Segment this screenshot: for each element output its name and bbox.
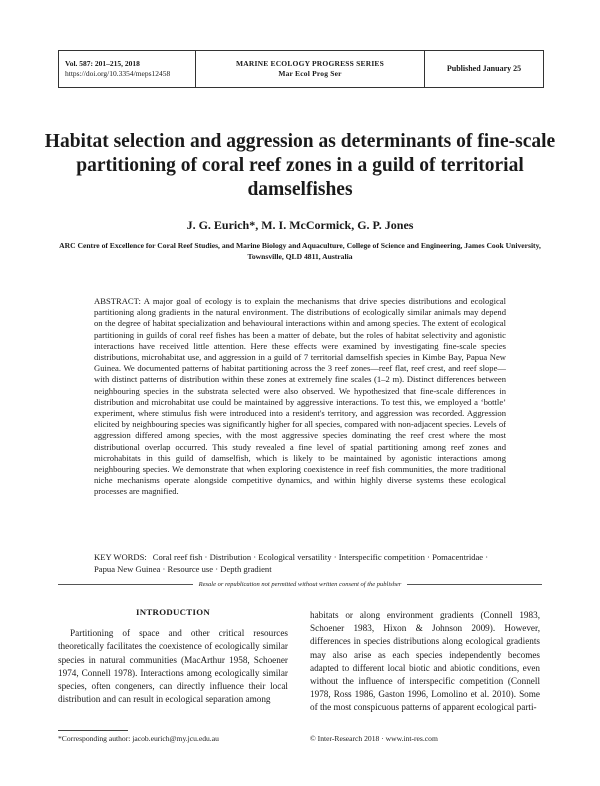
affiliation: ARC Centre of Excellence for Coral Reef Studies, and Marine Biology and Aquaculture, College of Science and Engineering, James Cook University, Townsville, QLD 4811, Australia [59, 241, 541, 261]
body-column-right [310, 609, 540, 715]
published-date: Published January 25 [446, 64, 522, 73]
keyword-item: · Resource use [160, 564, 213, 574]
keywords [94, 552, 506, 575]
abstract [94, 296, 506, 498]
header-journal [195, 51, 425, 87]
section-heading: INTRODUCTION [136, 607, 210, 617]
header-published [425, 51, 543, 87]
resale-notice-text: Resale or republication not permitted without written consent of the publisher [198, 580, 402, 588]
journal-header [58, 50, 544, 88]
header-left [59, 51, 195, 87]
footnote-divider [58, 730, 128, 731]
paper-title: Habitat selection and aggression as determinants of fine-scale partitioning of coral reef zones in a guild of territorial damselfishes [44, 131, 556, 200]
abstract-label: ABSTRACT: [94, 296, 141, 306]
journal-abbrev: Mar Ecol Prog Ser [278, 69, 342, 78]
intro-paragraph: Partitioning of space and other critical resources theoretically facilitates the coexistence of ecologically similar species in natural communities (MacArthur 1958, Schoener 1974, Connell 1978). Interactions among ecologically similar species, often congeners, can directly influence their local distribution and can result in ecological separation among [58, 628, 288, 705]
journal-name: MARINE ECOLOGY PROGRESS SERIES [235, 59, 385, 68]
copyright: © Inter-Research 2018 · www.int-res.com [310, 734, 438, 743]
keyword-item: · Depth gradient [213, 564, 271, 574]
keywords-label: KEY WORDS: [94, 552, 147, 562]
divider [407, 584, 542, 585]
divider [58, 584, 193, 585]
keyword-item: · Interspecific competition [332, 552, 425, 562]
resale-notice [58, 578, 542, 590]
body-column-left [58, 606, 288, 706]
keyword-item: · Ecological versatility [251, 552, 331, 562]
keyword-item: · Pomacentridae [425, 552, 483, 562]
doi-link[interactable]: https://doi.org/10.3354/meps12458 [65, 69, 171, 78]
intro-paragraph-continued: habitats or along environment gradients (Connell 1983, Schoener 1983, Hixon & Johnson 2009). However, differences in species distributions along ecological gradients may also arise as each species independently becomes adapted to different local biotic and abiotic conditions, even without the influence of interspecific competition (Connell 1978, Ross 1986, Gaston 1996, Lomolino et al. 2010). Some of the most conspicuous patterns of apparent ecological parti- [310, 610, 540, 713]
keyword-item: · Papua New Guinea [94, 552, 488, 574]
author-list: J. G. Eurich*, M. I. McCormick, G. P. Jones [186, 218, 414, 232]
keyword-item: · Distribution [202, 552, 251, 562]
volume-info: Vol. 587: 201–215, 2018 [65, 59, 140, 68]
corresponding-author: *Corresponding author: jacob.eurich@my.jcu.edu.au [58, 734, 219, 743]
abstract-text: A major goal of ecology is to explain the mechanisms that drive species distributions and ecological partitioning along gradients in the natural environment. The distributions of ecologically similar animals may depend on the degree of habitat specialization and behavioural interactions within and among species. The extent of ecological partitioning in guilds of coral reef fishes has been a matter of debate, but the roles of habitat selectivity and agonistic interactions have received little attention. Here these effects were examined by investigating fine-scale species distributions, microhabitat use, and aggression in a guild of 7 territorial damselfish species in Kimbe Bay, Papua New Guinea. We documented patterns of habitat partitioning across the 3 reef zones—reef flat, reef crest, and reef slope—with distinct patterns of distribution within these zones at extremely fine scales (1–2 m). Distinct differences between neighbouring species in the substrata selected were also observed. We hypothesized that fine-scale differences in distribution and microhabitat use could be maintained by aggressive interactions. To test this, we employed a ‘bottle’ experiment, where stimulus fish were introduced into a resident's territory, and aggression was recorded. Aggression elicited by neighbouring species was significantly higher for all species, compared with non-adjacent species. Levels of aggression differed among species, with the most aggressive species dominating the reef crest where the most distributional overlap occurred. This study revealed a fine level of spatial partitioning among reef zones and microhabitats in this guild of damselfish, which is likely to be maintained by agonistic interactions among neighbouring species. We demonstrate that when exploring coexistence in reef fish communities, the more traditional niche mechanisms operate alongside competitive dynamics, and within highly diverse systems these ecological processes are magnified. [94, 296, 506, 497]
keyword-item: Coral reef fish [152, 552, 203, 562]
